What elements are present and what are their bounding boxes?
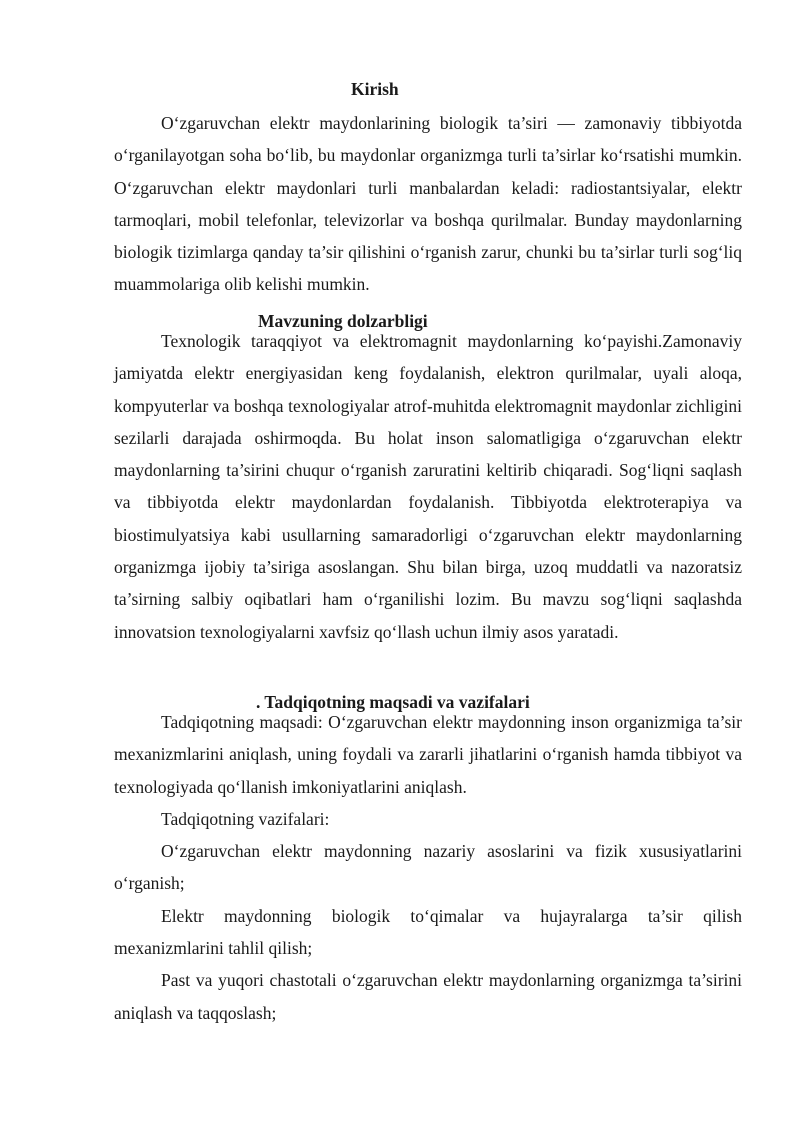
paragraph: Texnologik taraqqiyot va elektromagnit maydonlarning ko‘payishi.Zamonaviy jamiyatda elektr energiyasidan keng foydalanish, elektron qurilmalar, uyali aloqa, kompyuterlar va boshqa texnologiyalar atrof-muhitda elektromagnit maydonlar zichligini sezilarli darajada oshirmoqda. Bu holat inson salomatligiga o‘zgaruvchan elektr maydonlarning ta’sirini chuqur o‘rganish zaruratini keltirib chiqaradi. Sog‘liqni saqlash va tibbiyotda elektr maydonlardan foydalanish. Tibbiyotda elektroterapiya va biostimulyatsiya kabi usullarning samaradorligi o‘zgaruvchan elektr maydonlarning organizmga ijobiy ta’siriga asoslangan. Shu bilan birga, uzoq muddatli va nazoratsiz ta’sirning salbiy oqibatlari ham o‘rganilishi lozim. Bu mavzu sog‘liqni saqlashda innovatsion texnologiyalarni xavfsiz qo‘llash uchun ilmiy asos yaratadi. (114, 331, 742, 642)
section-body-goals (114, 706, 742, 1029)
list-item: Elektr maydonning biologik to‘qimalar va hujayralarga ta’sir qilish mexanizmlarini tahlil qilish; (114, 905, 742, 959)
section-heading-relevance: Mavzuning dolzarbligi (258, 311, 428, 331)
section-heading-goals: . Tadqiqotning maqsadi va vazifalari (256, 692, 530, 712)
section-body-relevance (114, 325, 742, 648)
list-item: O‘zgaruvchan elektr maydonning nazariy asoslarini va fizik xususiyatlarini o‘rganish; (114, 841, 742, 894)
list-item: Past va yuqori chastotali o‘zgaruvchan elektr maydonlarning organizmga ta’sirini aniqlash va taqqoslash; (114, 970, 742, 1023)
paragraph: Tadqiqotning vazifalari: (161, 808, 330, 829)
section-body-introduction (114, 107, 742, 301)
paragraph: Tadqiqotning maqsadi: O‘zgaruvchan elektr maydonning inson organizmiga ta’sir mexanizmlarini aniqlash, uning foydali va zararli jihatlarini o‘rganish hamda tibbiyot va texnologiyada qo‘llanish imkoniyatlarini aniqlash. (114, 712, 742, 797)
paragraph: O‘zgaruvchan elektr maydonlarining biologik ta’siri — zamonaviy tibbiyotda o‘rganilayotgan soha bo‘lib, bu maydonlar organizmga turli ta’sirlar ko‘rsatishi mumkin. O‘zgaruvchan elektr maydonlari turli manbalardan keladi: radiostantsiyalar, elektr tarmoqlari, mobil telefonlar, televizorlar va boshqa qurilmalar. Bunday maydonlarning biologik tizimlarga qanday ta’sir qilishini o‘rganish zarur, chunki bu ta’sirlar turli sog‘liq muammolariga olib kelishi mumkin. (114, 113, 742, 295)
section-heading-introduction: Kirish (351, 79, 399, 99)
